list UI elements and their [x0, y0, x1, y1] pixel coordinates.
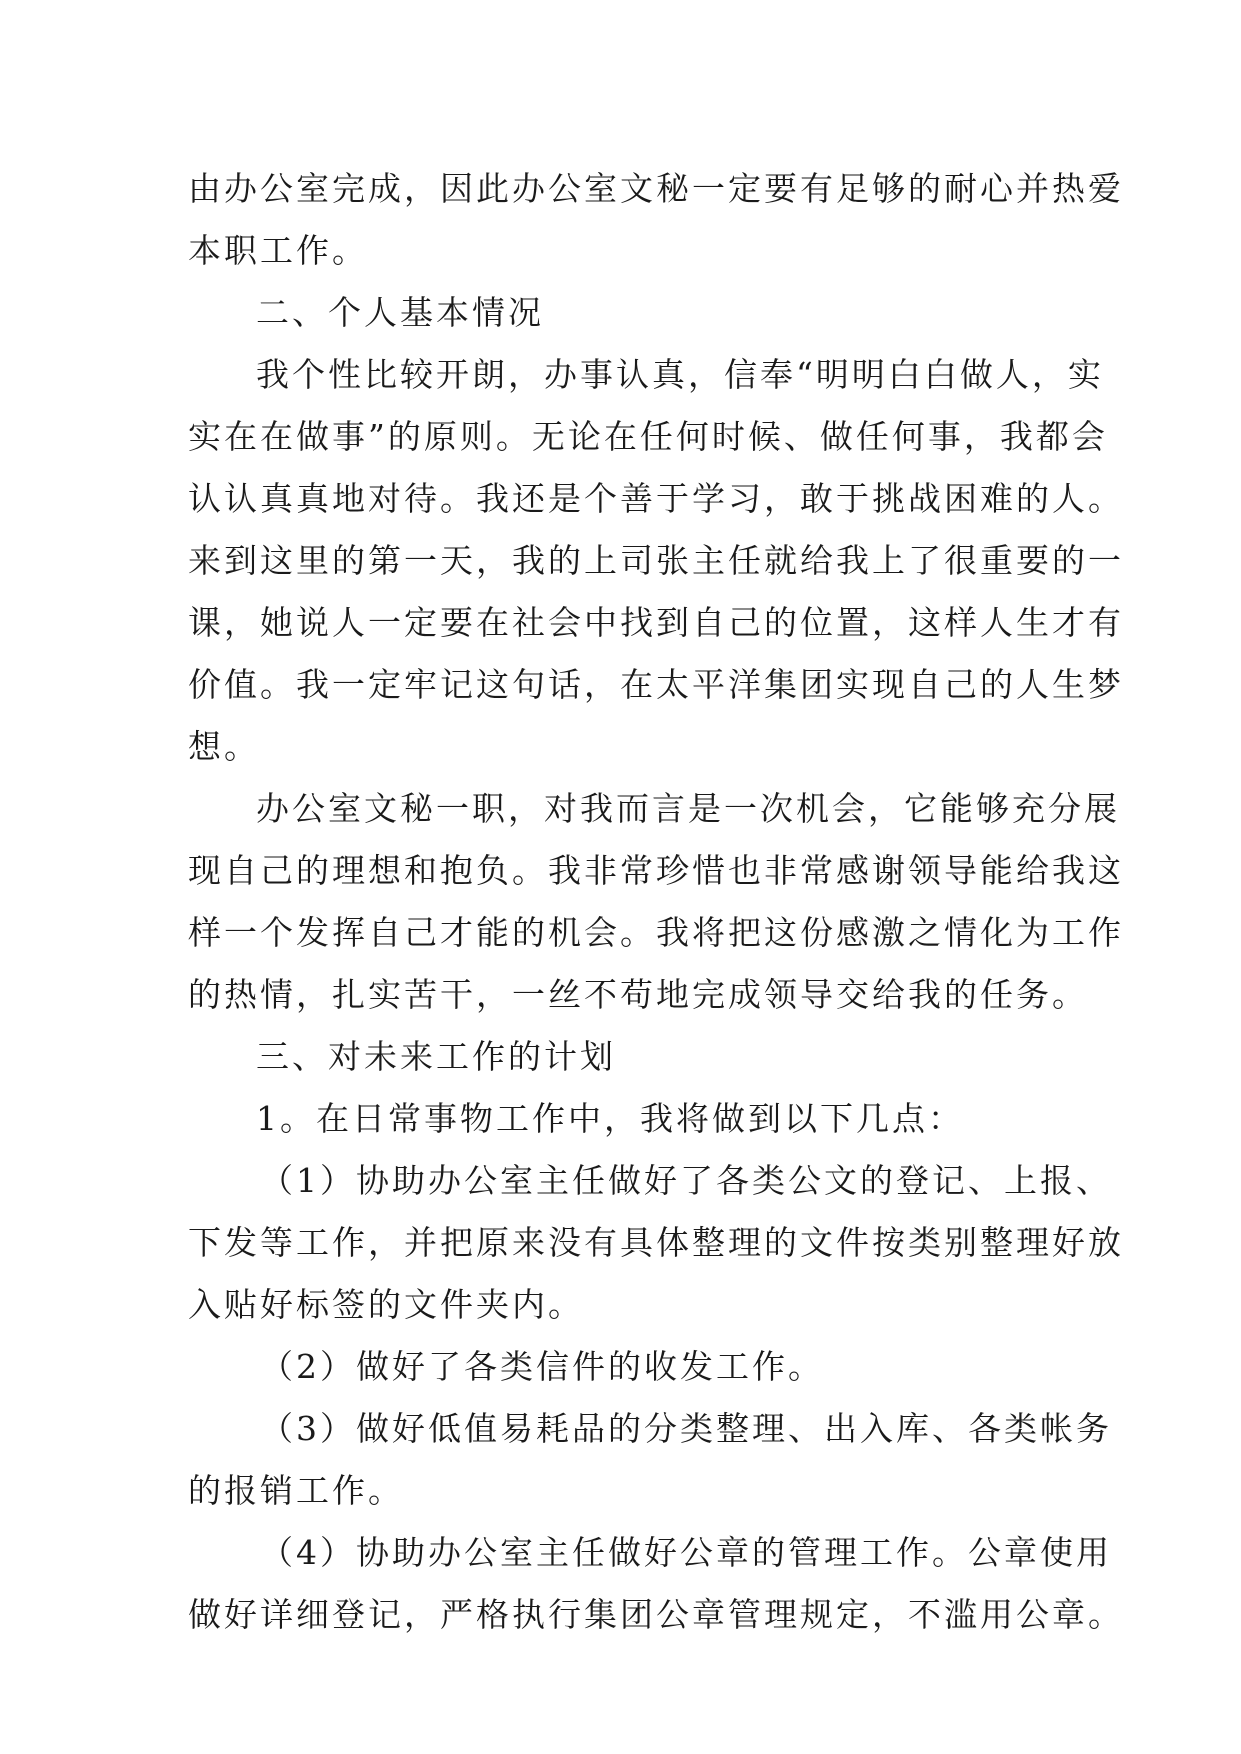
text-line: 实在在做事”的原则。无论在任何时候、做任何事，我都会 [188, 417, 1108, 456]
text-line: 课，她说人一定要在社会中找到自己的位置，这样人生才有 [188, 603, 1124, 642]
document-body [188, 158, 1124, 1646]
text-line: 我个性比较开朗，办事认真，信奉“明明白白做人，实 [256, 355, 1104, 394]
text-line: 本职工作。 [188, 231, 368, 270]
text-line: 的报销工作。 [188, 1471, 404, 1510]
text-line: 做好详细登记，严格执行集团公章管理规定，不滥用公章。 [188, 1595, 1124, 1634]
text-line: 价值。我一定牢记这句话，在太平洋集团实现自己的人生梦 [188, 665, 1124, 704]
list-item: （4）协助办公室主任做好公章的管理工作。公章使用 [260, 1533, 1112, 1572]
text-line: 由办公室完成，因此办公室文秘一定要有足够的耐心并热爱 [188, 169, 1124, 208]
text-line: 的热情，扎实苦干，一丝不苟地完成领导交给我的任务。 [188, 975, 1088, 1014]
text-line: 办公室文秘一职，对我而言是一次机会，它能够充分展 [256, 789, 1120, 828]
text-line: 来到这里的第一天，我的上司张主任就给我上了很重要的一 [188, 541, 1124, 580]
list-heading: 1。在日常事物工作中，我将做到以下几点： [256, 1099, 964, 1138]
text-line: 下发等工作，并把原来没有具体整理的文件按类别整理好放 [188, 1223, 1124, 1262]
text-line: 认认真真地对待。我还是个善于学习，敢于挑战困难的人。 [188, 479, 1124, 518]
text-line: 现自己的理想和抱负。我非常珍惜也非常感谢领导能给我这 [188, 851, 1124, 890]
section-heading: 三、对未来工作的计划 [256, 1037, 616, 1076]
list-item: （1）协助办公室主任做好了各类公文的登记、上报、 [260, 1161, 1112, 1200]
text-line: 入贴好标签的文件夹内。 [188, 1285, 584, 1324]
text-line: 样一个发挥自己才能的机会。我将把这份感激之情化为工作 [188, 913, 1124, 952]
text-line: 想。 [188, 727, 260, 766]
list-item: （2）做好了各类信件的收发工作。 [260, 1347, 824, 1386]
list-item: （3）做好低值易耗品的分类整理、出入库、各类帐务 [260, 1409, 1112, 1448]
section-heading: 二、个人基本情况 [256, 293, 544, 332]
